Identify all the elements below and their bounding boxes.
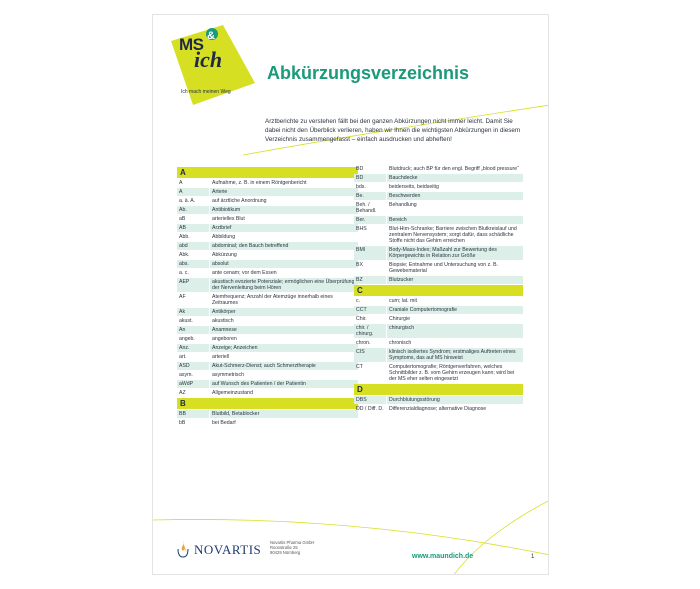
abbreviation-row [177,293,358,307]
abbreviation: bB [179,420,186,426]
abbreviation-row [177,233,358,241]
abbreviation: An [177,326,209,334]
abbreviation-definition: Chirurgie [389,316,411,322]
abbreviation-definition: beiderseits, beidseitig [389,184,439,190]
abbreviation-definition: Biopsie; Entnahme und Untersuchung von z. B. Gewebematerial [389,262,499,274]
abbreviation-definition: arteriell [212,354,230,360]
abbreviation: a. c. [179,270,189,276]
abbreviation-definition: chirurgisch [387,324,523,338]
abbreviation: ASD [177,362,209,370]
abbreviation-definition: akustisch [212,318,234,324]
abbreviation: chron. [356,340,371,346]
abbreviation-row [354,174,523,182]
abbreviation: chir. / chirurg. [354,324,386,338]
logo-tagline: Ich mach meinen Weg [181,89,231,95]
abbreviation-row [177,317,358,325]
abbreviation: Ak [177,308,209,316]
abbreviation-row [177,260,358,268]
abbreviation-definition: Arztbrief [210,224,358,232]
abbreviation-definition: Abbildung [212,234,236,240]
abbreviation-definition: cum; lat. mit [389,298,417,304]
abbreviation-row [177,251,358,259]
abbreviation-definition: Differenzialdiagnose; alternative Diagnose [389,406,487,412]
abbreviation-definition: Anamnese [210,326,358,334]
abbreviation: CIS [354,348,386,362]
abbreviation: CT [356,364,363,370]
abbreviation-row [177,269,358,277]
abbreviation: akust. [179,318,193,324]
abbreviation: Chir. [356,316,367,322]
abbreviation-row [354,339,523,347]
abbreviation: Abk. [179,252,190,258]
section-header-a: A [177,167,358,178]
abbreviation-row [177,380,358,388]
abbreviation-definition: auf ärztliche Anordnung [212,198,267,204]
section-header-d: D [354,384,523,395]
abbreviation-row [354,246,523,260]
abbreviation-definition: angeboren [212,336,237,342]
page-number: 1 [531,554,535,560]
abbreviation-definition: Bauchdecke [387,174,523,182]
logo-ampersand: & [207,30,215,42]
abbreviation: AZ [179,390,186,396]
abbreviation: abd [177,242,209,250]
abbreviation-definition: Akut-Schmerz-Dienst; auch Schmerztherapie [210,362,358,370]
abbreviation: A [177,188,209,196]
abbreviation-definition: Atemfrequenz; Anzahl der Atemzüge innerhalb eines Zeitraumes [212,294,333,306]
abbreviation-definition: bei Bedarf [212,420,236,426]
abbreviation: Abb. [179,234,190,240]
document-page [152,14,549,575]
abbreviation-row [177,179,358,187]
abbreviation: abs. [177,260,209,268]
abbreviation: AF [179,294,186,300]
abbreviation-row [177,278,358,292]
address-line: Novartis Pharma GmbH [270,540,315,545]
abbreviation: AB [177,224,209,232]
abbreviation: BHS [356,226,367,232]
abbreviation-definition: absolut [210,260,358,268]
abbreviation: Anz. [177,344,209,352]
abbreviation-row [354,192,523,200]
page-title: Abkürzungsverzeichnis [267,63,470,83]
abbreviation: aWdP [177,380,209,388]
abbreviation-row [177,197,358,205]
abbreviation-row [177,389,358,397]
abbreviation-row [177,206,358,214]
abbreviation-definition: Craniale Computertomografie [387,306,523,314]
abbreviation: aB [179,216,186,222]
abbreviation-definition: arterielles Blut [212,216,245,222]
abbreviation-definition: ante cenam; vor dem Essen [212,270,277,276]
abbreviation-definition: Anzeige; Anzeichen [210,344,358,352]
abbreviation-definition: Blut-Hirn-Schranke; Barriere zwischen Blutkreislauf und zentralem Nervensystem; sorgt dafür, dass schädliche Stoffe nicht das Gehirn erreichen [389,226,517,244]
intro-paragraph: Arztberichte zu verstehen fällt bei den ganzen Abkürzungen nicht immer leicht. Damit Sie dabei nicht den Überblick verlieren, haben wir Ihnen die wichtigsten Abkürzungen in diesem Verzeichnis zusammengefasst – einfach ausdrucken und abheften! [265,118,521,144]
abbreviation-row [354,348,523,362]
logo-ich: ich [194,47,223,72]
company-address [270,540,314,556]
abbreviation: BB [177,410,209,418]
logo-ms: MS [179,35,204,54]
abbreviation: A [179,180,183,186]
abbreviation-definition: Beschwerden [387,192,523,200]
abbreviation-row [354,405,523,413]
abbreviation: c. [356,298,361,304]
abbreviation: a. ä. A. [179,198,196,204]
abbreviation-definition: auf Wunsch des Patienten / der Patientin [210,380,358,388]
abbreviation-row [177,371,358,379]
intro-text [265,117,527,145]
abbreviation: Be. [354,192,386,200]
abbreviation-definition: Blutbild, Betablocker [210,410,358,418]
abbreviation-definition: Computertomografie; Röntgenverfahren, welches Schnittbilder z. B. vom Gehirn erzeugen kann; wird bei der MS eher selten eingesetzt [389,364,515,382]
abbreviation-row [177,419,358,427]
abbreviation-row [354,297,523,305]
abbreviation-definition: Arterie [210,188,358,196]
abbreviation-row [354,276,523,284]
website-link[interactable]: www.maundich.de [412,553,474,560]
abbreviation: BZ [354,276,386,284]
novartis-flame-icon [177,540,189,558]
abbreviation-row [354,324,523,338]
company-name: NOVARTIS [194,542,262,557]
abbreviation-row [177,362,358,370]
abbreviation-definition: Blutzucker [387,276,523,284]
abbreviation-row [177,410,358,418]
abbreviation-column-right [354,165,523,414]
abbreviation-row [177,344,358,352]
abbreviation-row [354,261,523,275]
abbreviation-row [354,165,523,173]
abbreviation-row [354,201,523,215]
abbreviation: BX [356,262,363,268]
section-header-c: C [354,285,523,296]
abbreviation: art. [179,354,187,360]
abbreviation-definition: chronisch [389,340,412,346]
abbreviation: DD / Diff. D. [356,406,384,412]
abbreviation-row [177,215,358,223]
abbreviation-row [354,363,523,383]
abbreviation-definition: akustisch evozierte Potenziale; ermöglichen eine Überprüfung der Nervenleitung beim Hören [210,278,358,292]
abbreviation-definition: Antikörper [210,308,358,316]
abbreviation-row [177,353,358,361]
abbreviation-row [354,183,523,191]
abbreviation: asym. [179,372,193,378]
abbreviation: DBS [354,396,386,404]
abbreviation: CCT [354,306,386,314]
abbreviation: BMI [354,246,386,260]
abbreviation-definition: Durchblutungsstörung [387,396,523,404]
abbreviation-row [177,326,358,334]
abbreviation-row [354,216,523,224]
address-line: Roonstraße 25 [270,545,298,551]
abbreviation: Beh. / Behandl. [356,202,377,214]
abbreviation: BD [354,174,386,182]
abbreviation-column-left [177,167,358,428]
abbreviation-definition: Body-Mass-Index; Maßzahl zur Bewertung des Körpergewichts in Relation zur Größe [387,246,523,260]
abbreviation: AEP [177,278,209,292]
abbreviation-definition: Aufnahme, z. B. in einem Röntgenbericht [212,180,307,186]
abbreviation: BD [356,166,364,172]
abbreviation-row [177,188,358,196]
abbreviation-row [177,224,358,232]
abbreviation-definition: asymmetrisch [212,372,244,378]
abbreviation-row [354,315,523,323]
abbreviation: angeb. [179,336,195,342]
abbreviation-row [354,396,523,404]
abbreviation-row [177,335,358,343]
abbreviation-definition: klinisch isoliertes Syndrom; erstmaliges Auftreten eines Symptoms, das auf MS hinweist [387,348,523,362]
abbreviation: Ber. [354,216,386,224]
abbreviation-definition: Bereich [387,216,523,224]
abbreviation-row [354,225,523,245]
abbreviation: Ab. [177,206,209,214]
abbreviation-definition: Abkürzung [212,252,237,258]
abbreviation-definition: Antibiotikum [210,206,358,214]
abbreviation-definition: Allgemeinzustand [212,390,253,396]
address-line: 90429 Nürnberg [270,550,301,556]
abbreviation-definition: Behandlung [389,202,417,208]
abbreviation: bds. [356,184,366,190]
abbreviation-row [177,242,358,250]
abbreviation-row [354,306,523,314]
abbreviation-definition: abdominal; den Bauch betreffend [210,242,358,250]
section-header-b: B [177,398,358,409]
abbreviation-row [177,308,358,316]
abbreviation-definition: Blutdruck; auch BP für den engl. Begriff „blood pressure“ [389,166,519,172]
